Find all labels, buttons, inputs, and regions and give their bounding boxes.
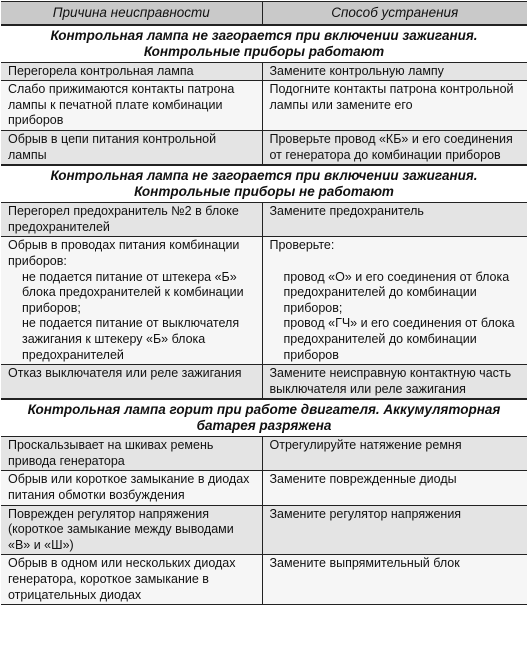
table-row: [1, 505, 527, 555]
fix-cell: Замените регулятор напряжения: [262, 505, 527, 555]
fix-cell: Подогните контакты патрона контрольной лампы или замените его: [262, 81, 527, 131]
cause-cell: Отказ выключателя или реле зажигания: [1, 365, 262, 400]
table-row: [1, 365, 527, 400]
section-title: Контрольная лампа не загорается при включении зажигания. Контрольные приборы работают: [1, 25, 527, 63]
fix-cell: Проверьте провод «КБ» и его соединения от генератора до комбинации приборов: [262, 130, 527, 165]
cause-cell: Слабо прижимаются контакты патрона лампы к печатной плате комбинации приборов: [1, 81, 262, 131]
section-header-row: [1, 165, 527, 203]
table-row: [1, 437, 527, 471]
section-header-row: [1, 399, 527, 437]
table-row: [1, 237, 527, 365]
header-fix: Способ устранения: [262, 2, 527, 25]
fix-head: Проверьте:: [269, 238, 335, 253]
table-row: [1, 130, 527, 165]
cause-cell: [1, 237, 262, 365]
table-row: [1, 555, 527, 605]
fix-cell: Замените поврежденные диоды: [262, 471, 527, 505]
troubleshooting-table: [1, 1, 527, 605]
fix-cell: Замените неисправную контактную часть выключателя или реле зажигания: [262, 365, 527, 400]
section-title: Контрольная лампа горит при работе двигателя. Аккумуляторная батарея разряжена: [1, 399, 527, 437]
table-row: [1, 81, 527, 131]
fix-item: провод «ГЧ» и его соединения от блока предохранителей до комбинации приборов: [283, 316, 515, 362]
fix-cell: Замените выпрямительный блок: [262, 555, 527, 605]
cause-item: не подается питание от штекера «Б» блока предохранителей к комбинации приборов;: [22, 269, 244, 315]
cause-cell: Перегорела контрольная лампа: [1, 62, 262, 81]
cause-item: не подается питание от выключателя зажигания к штекеру «Б» блока предохранителей: [22, 316, 240, 362]
section-title: Контрольная лампа не загорается при включении зажигания. Контрольные приборы не работают: [1, 165, 527, 203]
fix-cell: Замените контрольную лампу: [262, 62, 527, 81]
table-header-row: [1, 2, 527, 25]
table-row: [1, 471, 527, 505]
cause-cell: Перегорел предохранитель №2 в блоке предохранителей: [1, 203, 262, 237]
fix-cell: Отрегулируйте натяжение ремня: [262, 437, 527, 471]
cause-cell: Обрыв в цепи питания контрольной лампы: [1, 130, 262, 165]
table-row: [1, 203, 527, 237]
cause-cell: Обрыв или короткое замыкание в диодах питания обмотки возбуждения: [1, 471, 262, 505]
cause-head: Обрыв в проводах питания комбинации приборов:: [8, 238, 240, 268]
table-row: [1, 62, 527, 81]
cause-cell: Проскальзывает на шкивах ремень привода генератора: [1, 437, 262, 471]
fix-cell: Замените предохранитель: [262, 203, 527, 237]
fix-item: провод «О» и его соединения от блока предохранителей до комбинации приборов;: [283, 269, 510, 315]
header-cause: Причина неисправности: [1, 2, 262, 25]
cause-cell: Обрыв в одном или нескольких диодах генератора, короткое замыкание в отрицательных диодах: [1, 555, 262, 605]
section-header-row: [1, 25, 527, 63]
cause-cell: Поврежден регулятор напряжения (короткое замыкание между выводами «В» и «Ш»): [1, 505, 262, 555]
fix-cell: [262, 237, 527, 365]
